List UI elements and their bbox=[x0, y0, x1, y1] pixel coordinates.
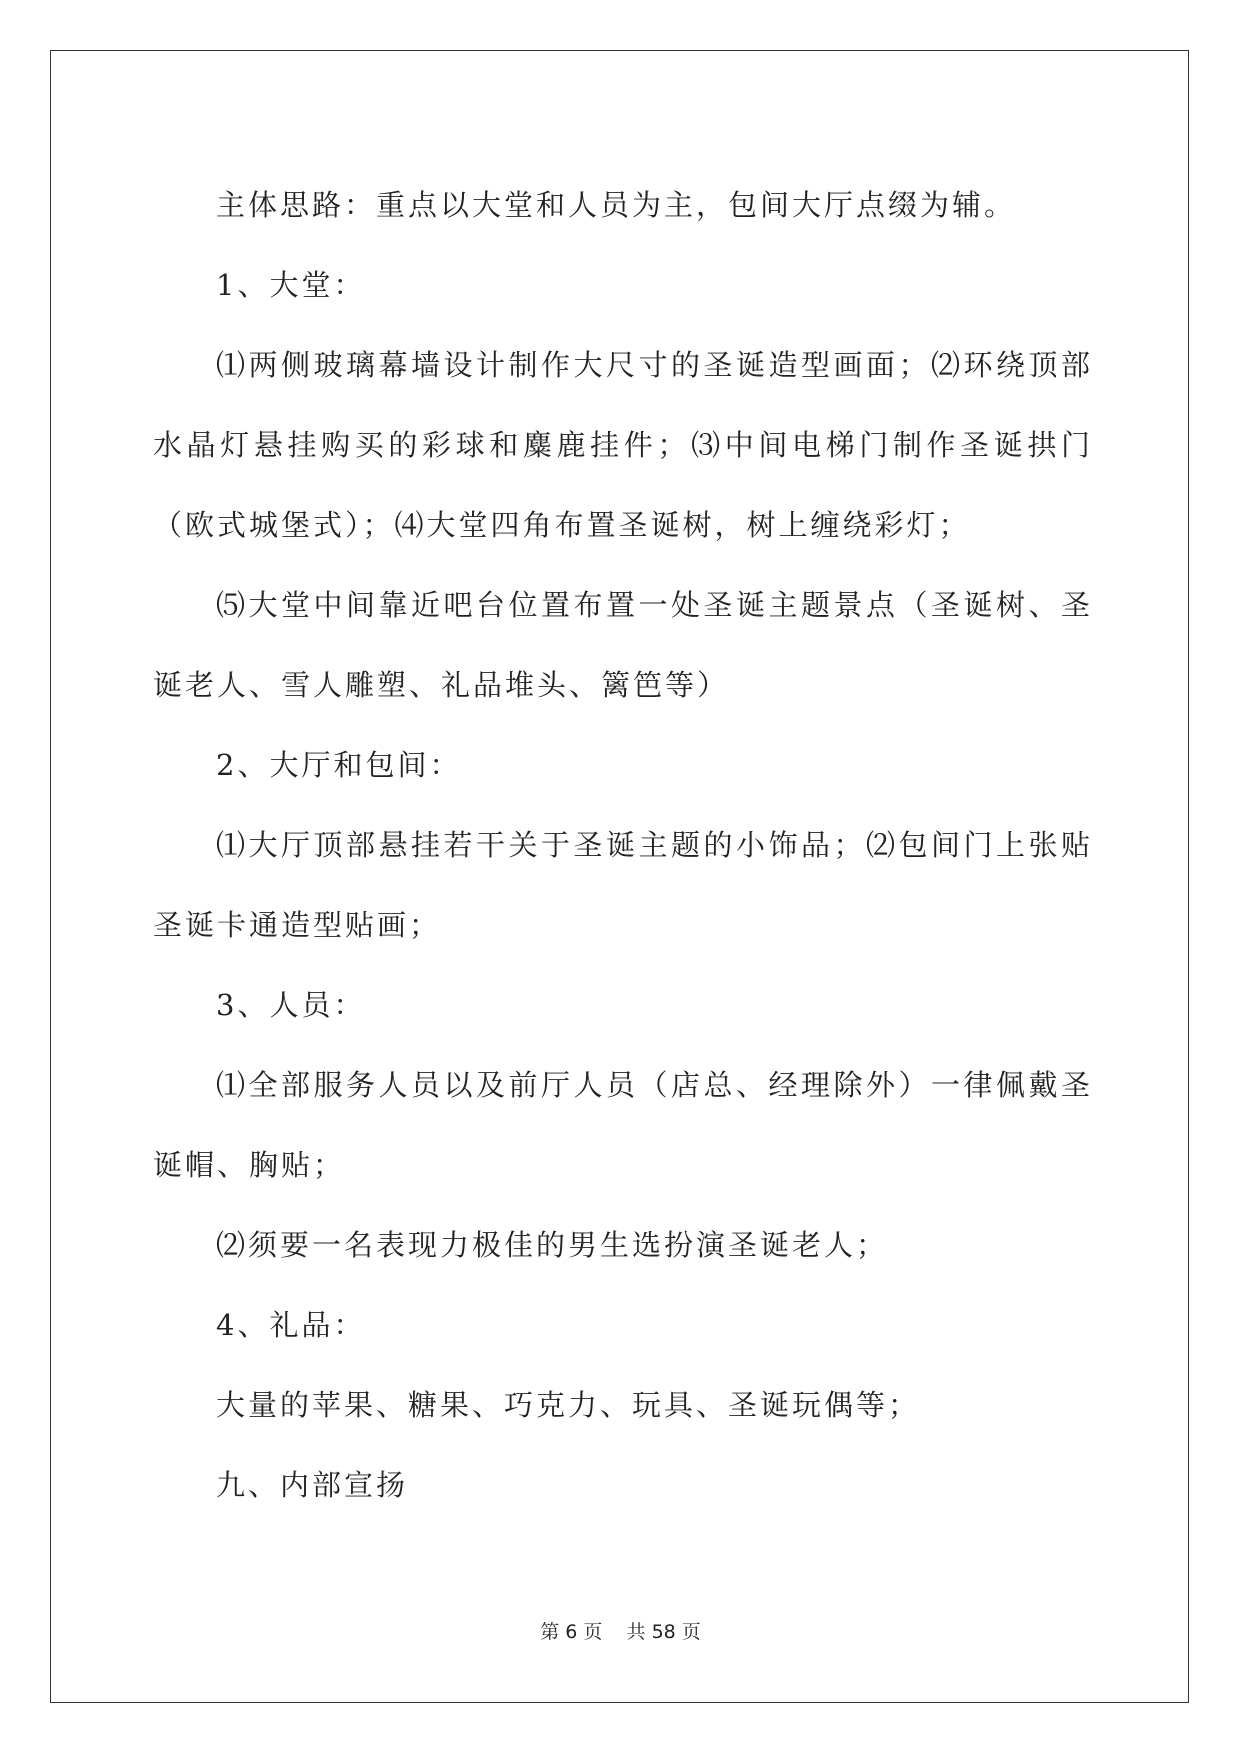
paragraph-heading-lobby: 1、大堂： bbox=[216, 268, 366, 302]
paragraph-santa: ⑵须要一名表现力极佳的男生选扮演圣诞老人； bbox=[216, 1228, 889, 1262]
paragraph-heading-staff: 3、人员： bbox=[216, 988, 366, 1022]
paragraph-heading-hall-rooms: 2、大厅和包间： bbox=[216, 748, 462, 782]
paragraph-hall-rooms-items: ⑴大厅顶部悬挂若干关于圣诞主题的小饰品；⑵包间门上张贴圣诞卡通造型贴画； bbox=[153, 828, 1093, 942]
page-number-total: 共 58 页 bbox=[626, 1621, 701, 1643]
paragraph-lobby-items: ⑴两侧玻璃幕墙设计制作大尺寸的圣诞造型画面；⑵环绕顶部水晶灯悬挂购买的彩球和麋鹿挂件；⑶中间电梯门制作圣诞拱门（欧式城堡式）；⑷大堂四角布置圣诞树，树上缠绕彩灯； bbox=[153, 348, 1093, 542]
paragraph-staff-attire: ⑴全部服务人员以及前厅人员（店总、经理除外）一律佩戴圣诞帽、胸贴； bbox=[153, 1068, 1093, 1182]
paragraph-heading-internal-promotion: 九、内部宣扬 bbox=[216, 1468, 409, 1502]
document-body bbox=[153, 165, 1093, 1525]
paragraph-lobby-scene: ⑸大堂中间靠近吧台位置布置一处圣诞主题景点（圣诞树、圣诞老人、雪人雕塑、礼品堆头、篱笆等） bbox=[153, 588, 1093, 702]
paragraph-heading-gifts: 4、礼品： bbox=[216, 1308, 366, 1342]
page-number-current: 第 6 页 bbox=[540, 1621, 603, 1643]
paragraph-gifts-list: 大量的苹果、糖果、巧克力、玩具、圣诞玩偶等； bbox=[216, 1388, 921, 1422]
paragraph-main-idea: 主体思路：重点以大堂和人员为主，包间大厅点缀为辅。 bbox=[216, 188, 1017, 222]
page-footer bbox=[0, 1617, 1241, 1644]
